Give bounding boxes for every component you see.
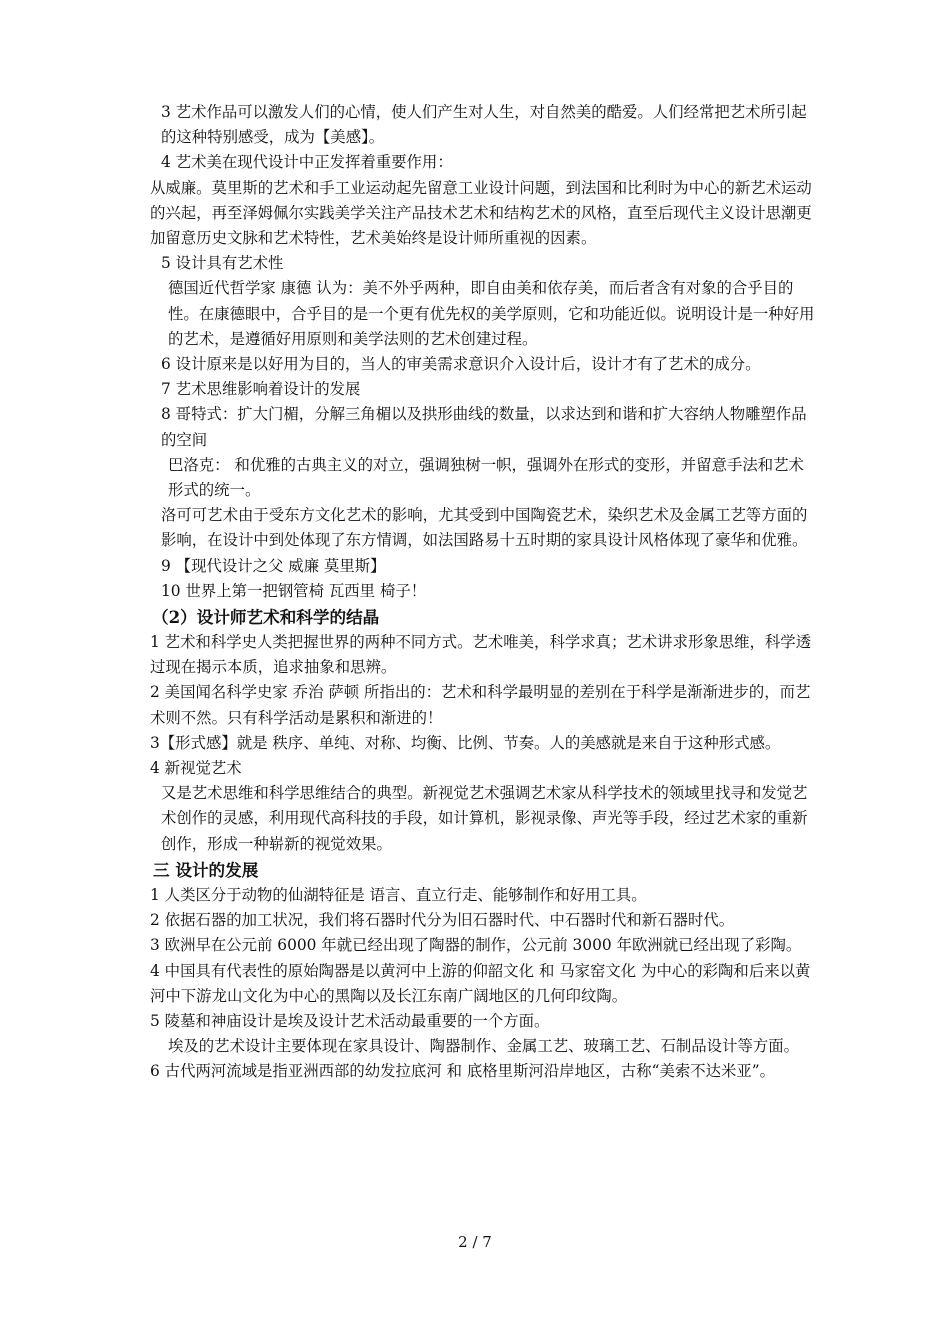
paragraph: 3 欧洲早在公元前 6000 年就已经出现了陶器的制作，公元前 3000 年欧洲就已经出现了彩陶。: [150, 936, 802, 955]
paragraph: 6 设计原来是以好用为目的，当人的审美需求意识介入设计后，设计才有了艺术的成分。: [161, 355, 761, 374]
paragraph: 洛可可艺术由于受东方文化艺术的影响，尤其受到中国陶瓷艺术，染织艺术及金属工艺等方面的影响，在设计中到处体现了东方情调，如法国路易十五时期的家具设计风格体现了豪华和优雅。: [161, 506, 808, 550]
section-heading: （2）设计师艺术和科学的结晶: [152, 607, 380, 628]
paragraph: 3【形式感】就是 秩序、单纯、对称、均衡、比例、节奏。人的美感就是来自于这种形式感。: [150, 733, 781, 752]
paragraph: 9 【现代设计之父 威廉 莫里斯】: [161, 556, 386, 575]
paragraph: 5 陵墓和神庙设计是埃及设计艺术活动最重要的一个方面。: [150, 1011, 550, 1030]
paragraph: 4 中国具有代表性的原始陶器是以黄河中上游的仰韶文化 和 马家窑文化 为中心的彩陶和后来以黄河中下游龙山文化为中心的黑陶以及长江东南广阔地区的几何印纹陶。: [150, 961, 811, 1005]
paragraph: 2 美国闻名科学史家 乔治 萨顿 所指出的：艺术和科学最明显的差别在于科学是渐渐进步的，而艺术则不然。只有科学活动是累积和渐进的！: [150, 683, 811, 727]
paragraph: 2 依据石器的加工状况，我们将石器时代分为旧石器时代、中石器时代和新石器时代。: [150, 911, 735, 930]
paragraph: 3 艺术作品可以激发人们的心情，使人们产生对人生，对自然美的酷爱。人们经常把艺术所引起的这种特别感受，成为【美感】。: [161, 103, 807, 147]
paragraph: 1 人类区分于动物的仙湖特征是 语言、直立行走、能够制作和好用工具。: [150, 885, 647, 904]
page-number: 2 / 7: [458, 1233, 492, 1251]
paragraph: 7 艺术思维影响着设计的发展: [161, 380, 361, 399]
paragraph: 4 艺术美在现代设计中正发挥着重要作用：: [161, 153, 453, 172]
paragraph: 埃及的艺术设计主要体现在家具设计、陶器制作、金属工艺、玻璃工艺、石制品设计等方面。: [168, 1037, 800, 1056]
paragraph: 1 艺术和科学史人类把握世界的两种不同方式。艺术唯美，科学求真；艺术讲求形象思维，科学透过现在揭示本质，追求抽象和思辨。: [150, 633, 812, 677]
paragraph: 从威廉。莫里斯的艺术和手工业运动起先留意工业设计问题，到法国和比利时为中心的新艺术运动的兴起，再至泽姆佩尔实践美学关注产品技术艺术和结构艺术的风格，直至后现代主义设计思潮更加留意历史文脉和艺术特性，艺术美始终是设计师所重视的因素。: [150, 178, 812, 248]
paragraph: 巴洛克： 和优雅的古典主义的对立，强调独树一帜，强调外在形式的变形，并留意手法和艺术形式的统一。: [168, 455, 804, 500]
paragraph: 5 设计具有艺术性: [161, 254, 284, 273]
section-heading: 三 设计的发展: [153, 859, 259, 880]
paragraph: 6 古代两河流域是指亚洲西部的幼发拉底河 和 底格里斯河沿岸地区，古称“美索不达米亚”。: [150, 1062, 776, 1081]
paragraph: 4 新视觉艺术: [150, 759, 242, 778]
page-body: [144, 100, 816, 1085]
paragraph: 10 世界上第一把钢管椅 瓦西里 椅子！: [161, 581, 427, 600]
paragraph: 又是艺术思维和科学思维结合的典型。新视觉艺术强调艺术家从科学技术的领域里找寻和发觉艺术创作的灵感，利用现代高科技的手段，如计算机，影视录像、声光等手段，经过艺术家的重新创作，形成一种崭新的视觉效果。: [161, 784, 808, 853]
paragraph: 德国近代哲学家 康德 认为：美不外乎两种，即自由美和依存美，而后者含有对象的合乎目的性。在康德眼中，合乎目的是一个更有优先权的美学原则，它和功能近似。说明设计是一种好用的艺术，是遵循好用原则和美学法则的艺术创建过程。: [168, 279, 815, 348]
paragraph: 8 哥特式：扩大门楣，分解三角楣以及拱形曲线的数量，以求达到和谐和扩大容纳人物雕塑作品的空间: [161, 405, 807, 449]
